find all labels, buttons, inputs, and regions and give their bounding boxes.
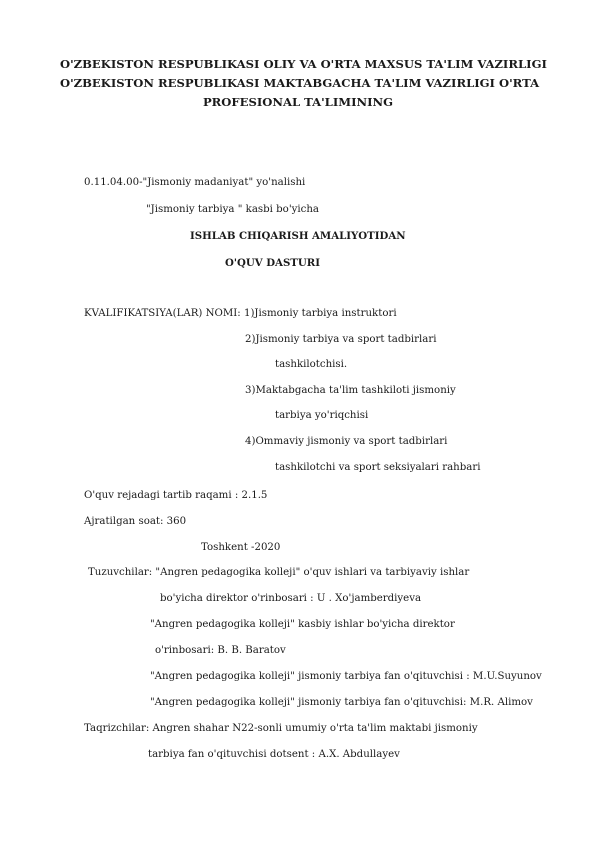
reviewers-line-1: Taqrizchilar: Angren shahar N22-sonli umumiy o'rta ta'lim maktabi jismoniy: [84, 723, 478, 734]
qualification-item-4-cont: tashkilotchi va sport seksiyalari rahbari: [275, 462, 481, 473]
qualification-item-2-cont: tashkilotchisi.: [275, 359, 348, 370]
qualification-item-3: 3)Maktabgacha ta'lim tashkiloti jismoniy: [245, 385, 456, 396]
header-line-1: O'ZBEKISTON RESPUBLIKASI OLIY VA O'RTA MAXSUS TA'LIM VAZIRLIGI: [60, 57, 547, 71]
city-year: Toshkent -2020: [201, 542, 281, 553]
qualification-item-3-cont: tarbiya yo'riqchisi: [275, 410, 369, 421]
program-profession: "Jismoniy tarbiya " kasbi bo'yicha: [146, 204, 319, 215]
plan-number: O'quv rejadagi tartib raqami : 2.1.5: [84, 490, 268, 501]
authors-line-6: "Angren pedagogika kolleji" jismoniy tarbiya fan o'qituvchisi: M.R. Alimov: [150, 697, 533, 708]
practice-heading: ISHLAB CHIQARISH AMALIYOTIDAN: [190, 230, 406, 242]
authors-line-2: bo'yicha direktor o'rinbosari : U . Xo'jamberdiyeva: [160, 593, 422, 604]
document-title: O'QUV DASTURI: [225, 257, 320, 269]
allocated-hours: Ajratilgan soat: 360: [84, 516, 187, 527]
qualification-item-4: 4)Ommaviy jismoniy va sport tadbirlari: [245, 436, 448, 447]
authors-line-4: o'rinbosari: B. B. Baratov: [155, 645, 286, 656]
authors-line-5: "Angren pedagogika kolleji" jismoniy tarbiya fan o'qituvchisi : M.U.Suyunov: [150, 671, 542, 682]
qualification-label: KVALIFIKATSIYA(LAR) NOMI: 1)Jismoniy tarbiya instruktori: [84, 308, 397, 319]
header-line-3: PROFESIONAL TA'LIMINING: [202, 95, 394, 109]
program-direction: 0.11.04.00-"Jismoniy madaniyat" yo'nalishi: [84, 177, 306, 188]
authors-line-1: Tuzuvchilar: "Angren pedagogika kolleji" o'quv ishlari va tarbiyaviy ishlar: [88, 567, 470, 578]
authors-line-3: "Angren pedagogika kolleji" kasbiy ishlar bo'yicha direktor: [150, 619, 455, 630]
qualification-item-2: 2)Jismoniy tarbiya va sport tadbirlari: [245, 334, 437, 345]
reviewers-line-2: tarbiya fan o'qituvchisi dotsent : A.X. Abdullayev: [148, 749, 400, 760]
header-line-2: O'ZBEKISTON RESPUBLIKASI MAKTABGACHA TA'LIM VAZIRLIGI O'RTA: [60, 76, 540, 90]
